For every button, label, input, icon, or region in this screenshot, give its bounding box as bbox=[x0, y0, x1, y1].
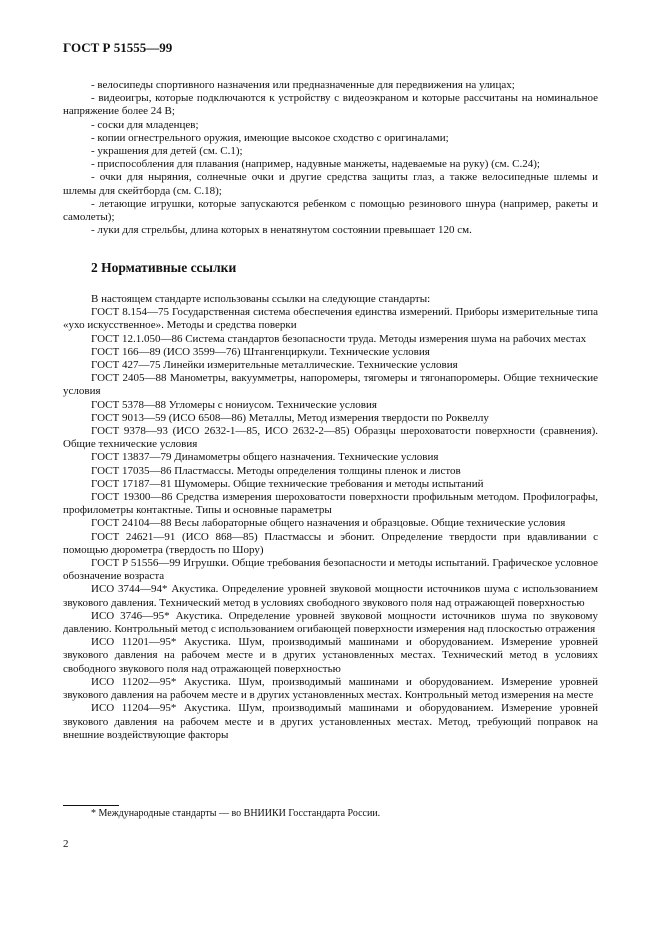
reference-entry: ГОСТ Р 51556—99 Игрушки. Общие требования безопасности и методы испытаний. Графическое условное обозначение возраста bbox=[63, 557, 598, 583]
list-item: - копии огнестрельного оружия, имеющие высокое сходство с оригиналами; bbox=[91, 131, 449, 144]
reference-entry: ГОСТ 24104—88 Весы лабораторные общего назначения и образцовые. Общие технические условия bbox=[91, 517, 566, 530]
reference-entry: ГОСТ 19300—86 Средства измерения шероховатости поверхности профильным методом. Профилографы, профилометры контактные. Типы и основные параметры bbox=[63, 491, 598, 517]
reference-entry: ГОСТ 427—75 Линейки измерительные металлические. Технические условия bbox=[91, 359, 458, 372]
reference-entry: ГОСТ 2405—88 Манометры, вакуумметры, напоромеры, тягомеры и тягонапоромеры. Общие технические условия bbox=[63, 372, 598, 398]
footnote: * Международные стандарты — во ВНИИКИ Госстандарта России. bbox=[91, 808, 381, 819]
reference-entry: ГОСТ 9378—93 (ИСО 2632-1—85, ИСО 2632-2—85) Образцы шероховатости поверхности (сравнения). Общие технические условия bbox=[63, 425, 598, 451]
list-item: - приспособления для плавания (например, надувные манжеты, надеваемые на руку) (см. С.24); bbox=[91, 158, 540, 171]
normative-references bbox=[63, 293, 598, 742]
list-item: - велосипеды спортивного назначения или предназначенные для передвижения на улицах; bbox=[91, 79, 515, 91]
page-number: 2 bbox=[63, 838, 69, 850]
list-item: - луки для стрельбы, длина которых в ненатянутом состоянии превышает 120 см. bbox=[91, 224, 472, 237]
reference-entry: ИСО 11204—95* Акустика. Шум, производимый машинами и оборудованием. Измерение уровней звукового давления на рабочем месте и в других установленных местах. Метод, требующий поправок на внешние воздействующие факторы bbox=[63, 702, 598, 741]
footnote-divider bbox=[63, 805, 119, 806]
list-item: - видеоигры, которые подключаются к устройству с видеоэкраном и которые рассчитаны на номинальное напряжение более 24 В; bbox=[63, 92, 598, 118]
reference-entry: ИСО 3746—95* Акустика. Определение уровней звуковой мощности источников шума по звуковому давлению. Контрольный метод с использованием огибающей поверхности измерения над плоскостью отражения bbox=[63, 609, 598, 636]
reference-entry: ГОСТ 17035—86 Пластмассы. Методы определения толщины пленок и листов bbox=[91, 464, 461, 477]
reference-entry: ИСО 3744—94* Акустика. Определение уровней звуковой мощности источников шума с использованием звукового давления. Технический метод в условиях свободного звукового поля над отражающей поверхностью bbox=[63, 583, 598, 609]
document-header: ГОСТ Р 51555—99 bbox=[63, 40, 173, 55]
list-item: - очки для ныряния, солнечные очки и другие средства защиты глаз, а также велосипедные шлемы и шлемы для скейтборда (см. С.18); bbox=[63, 171, 598, 197]
reference-entry: ГОСТ 17187—81 Шумомеры. Общие технические требования и методы испытаний bbox=[91, 477, 484, 490]
reference-entry: ГОСТ 8.154—75 Государственная система обеспечения единства измерений. Приборы измерительные типа «ухо искусственное». Методы и средства поверки bbox=[63, 306, 598, 332]
list-item: - украшения для детей (см. С.1); bbox=[91, 145, 243, 158]
references-intro: В настоящем стандарте использованы ссылки на следующие стандарты: bbox=[91, 293, 431, 305]
reference-entry: ГОСТ 166—89 (ИСО 3599—76) Штангенциркули. Технические условия bbox=[91, 345, 430, 358]
excluded-items-list bbox=[63, 79, 598, 237]
reference-entry: ГОСТ 13837—79 Динамометры общего назначения. Технические условия bbox=[91, 451, 439, 464]
reference-entry: ГОСТ 12.1.050—86 Система стандартов безопасности труда. Методы измерения шума на рабочих местах bbox=[91, 332, 587, 345]
reference-entry: ИСО 11202—95* Акустика. Шум, производимый машинами и оборудованием. Измерение уровней звукового давления на рабочем месте и в других установленных местах. Контрольный метод измерения на месте bbox=[63, 675, 598, 702]
list-item: - соски для младенцев; bbox=[91, 118, 199, 131]
list-item: - летающие игрушки, которые запускаются ребенком с помощью резинового шнура (например, ракеты и самолеты); bbox=[63, 197, 598, 224]
reference-entry: ГОСТ 5378—88 Угломеры с нониусом. Технические условия bbox=[91, 398, 377, 411]
reference-entry: ИСО 11201—95* Акустика. Шум, производимый машинами и оборудованием. Измерение уровней звукового давления на рабочем месте и в других установленных местах. Технический метод в условиях свободного звукового поля над отражающей поверхностью bbox=[63, 636, 598, 675]
section-title: 2 Нормативные ссылки bbox=[91, 260, 237, 275]
reference-entry: ГОСТ 24621—91 (ИСО 868—85) Пластмассы и эбонит. Определение твердости при вдавливании с помощью дюрометра (твердость по Шору) bbox=[63, 530, 598, 556]
reference-entry: ГОСТ 9013—59 (ИСО 6508—86) Металлы, Метод измерения твердости по Роквеллу bbox=[91, 411, 489, 424]
